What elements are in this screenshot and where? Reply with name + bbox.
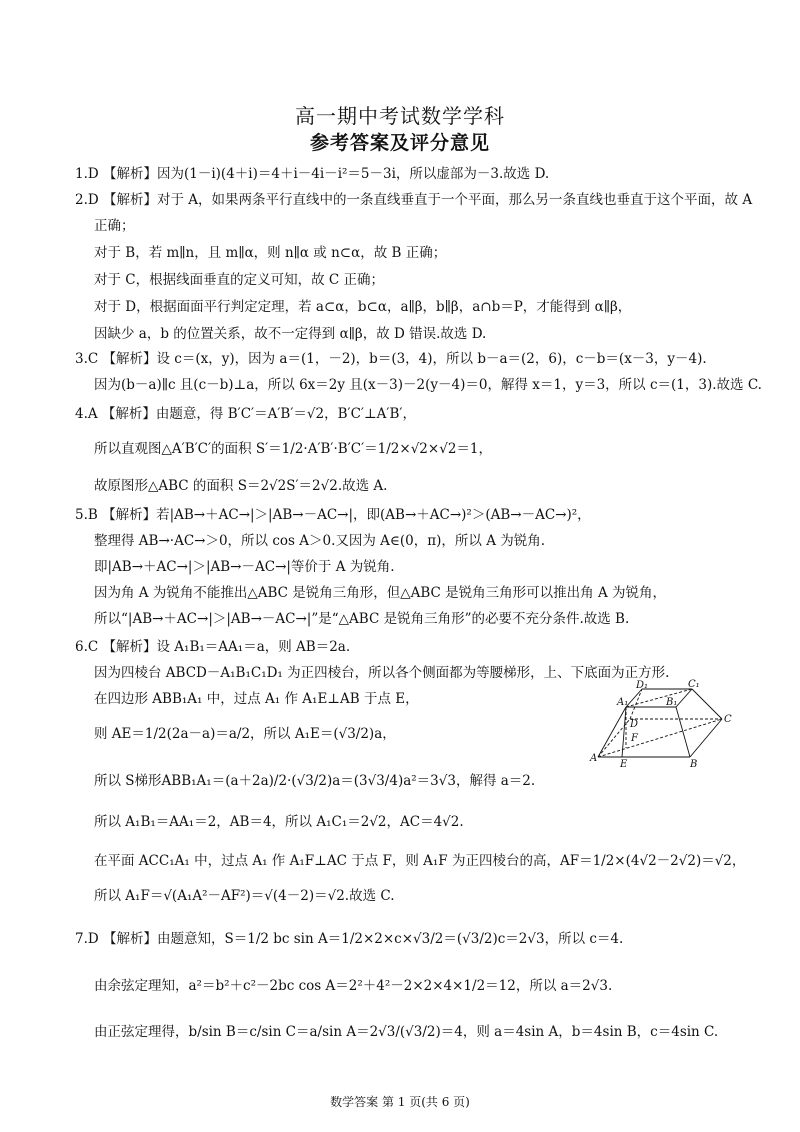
answer-line: 由余弦定理知，a²＝b²＋c²－2bc cos A＝2²＋4²－2×2×4×1/2＝12，所以 a＝2√3. — [94, 978, 613, 994]
answer-line: 故原图形△ABC 的面积 S＝2√2S′＝2√2.故选 A. — [94, 478, 388, 494]
answer-line: 所以直观图△A′B′C′的面积 S′＝1/2·A′B′·B′C′＝1/2×√2×√2＝1， — [94, 441, 492, 457]
answer-line: 因为四棱台 ABCD－A₁B₁C₁D₁ 为正四棱台，所以各个侧面都为等腰梯形，上、下底面为正方形. — [94, 665, 670, 681]
label-E: E — [620, 759, 628, 770]
label-C: C — [724, 714, 732, 725]
answer-line: 正确； — [94, 218, 135, 234]
answer-line: 4.A 【解析】由题意，得 B′C′＝A′B′＝√2，B′C′⊥A′B′， — [75, 406, 416, 422]
label-D: D — [630, 719, 639, 730]
answer-line: 所以 S梯形ABB₁A₁＝(a＋2a)/2·(√3/2)a＝(3√3/4)a²＝3√3，解得 a＝2. — [94, 773, 536, 789]
frustum-figure — [590, 679, 732, 770]
answer-line: 所以 A₁F＝√(A₁A²－AF²)＝√(4－2)＝√2.故选 C. — [94, 888, 395, 904]
edge-B1C1 — [676, 689, 692, 707]
answer-line: 由正弦定理得，b/sin B＝c/sin C＝a/sin A＝2√3/(√3/2)＝4，则 a＝4sin A，b＝4sin B，c＝4sin C. — [94, 1024, 719, 1040]
label-F: F — [631, 733, 638, 744]
answer-line: 则 AE＝1/2(2a－a)＝a/2，所以 A₁E＝(√3/2)a， — [94, 726, 396, 742]
answer-line: 对于 C，根据线面垂直的定义可知，故 C 正确； — [94, 272, 385, 288]
answer-line: 在平面 ACC₁A₁ 中，过点 A₁ 作 A₁F⊥AC 于点 F，则 A₁F 为正四棱台的高，AF＝1/2×(4√2－2√2)＝√2， — [94, 853, 746, 869]
answer-line: 所以“|AB→＋AC→|＞|AB→－AC→|”是“△ABC 是锐角三角形”的必要不充分条件.故选 B. — [94, 611, 630, 627]
answer-line: 2.D 【解析】对于 A，如果两条平行直线中的一条直线垂直于一个平面，那么另一条直线也垂直于这个平面，故 A — [75, 192, 753, 208]
answer-line: 因缺少 a，b 的位置关系，故不一定得到 α∥β，故 D 错误.故选 D. — [94, 326, 487, 342]
answer-line: 在四边形 ABB₁A₁ 中，过点 A₁ 作 A₁E⊥AB 于点 E， — [94, 691, 419, 707]
answer-line: 所以 A₁B₁＝AA₁＝2，AB＝4，所以 A₁C₁＝2√2，AC＝4√2. — [94, 814, 464, 830]
page-title: 高一期中考试数学学科 — [295, 104, 505, 128]
edge-AA1 — [598, 707, 626, 757]
answer-line: 1.D 【解析】因为(1－i)(4＋i)＝4＋i－4i－i²＝5－3i，所以虚部为－3.故选 D. — [75, 166, 550, 182]
label-A: A — [590, 753, 598, 764]
answer-line: 因为角 A 为锐角不能推出△ABC 是锐角三角形，但△ABC 是锐角三角形可以推出角 A 为锐角， — [94, 585, 667, 601]
answer-line: 对于 B，若 m∥n，且 m∥α，则 n∥α 或 n⊂α，故 B 正确； — [94, 245, 447, 261]
page-subtitle: 参考答案及评分意见 — [309, 132, 490, 154]
answer-line: 6.C 【解析】设 A₁B₁＝AA₁＝a，则 AB＝2a. — [75, 639, 351, 655]
answer-line: 7.D 【解析】由题意知，S＝1/2 bc sin A＝1/2×2×c×√3/2＝(√3/2)c＝2√3，所以 c＝4. — [75, 931, 624, 947]
label-B1: B₁ — [666, 697, 678, 708]
answer-line: 3.C 【解析】设 c＝(x，y)，因为 a＝(1，－2)，b＝(3，4)，所以 b－a＝(2，6)，c－b＝(x－3，y－4). — [75, 351, 707, 367]
diagonal-A1C1 — [626, 689, 692, 707]
edge-AD — [598, 719, 630, 757]
label-B: B — [690, 759, 698, 770]
edge-BC — [690, 719, 722, 757]
edge-A1D1 — [626, 689, 642, 707]
label-A1: A₁ — [617, 697, 629, 708]
label-C1: C₁ — [688, 679, 700, 690]
answer-line: 5.B 【解析】若|AB→＋AC→|＞|AB→－AC→|，即(AB→＋AC→)²＞(AB→－AC→)²， — [75, 507, 591, 523]
answer-line: 对于 D，根据面面平行判定定理，若 a⊂α，b⊂α，a∥β，b∥β，a∩b＝P，才能得到 α∥β， — [94, 299, 632, 315]
answer-line: 即|AB→＋AC→|＞|AB→－AC→|等价于 A 为锐角. — [94, 559, 395, 575]
edge-CC1 — [692, 689, 722, 719]
page-footer: 数学答案 第 1 页(共 6 页) — [330, 1095, 470, 1109]
edge-BB1 — [676, 707, 690, 757]
answer-line: 因为(b－a)∥c 且(c－b)⊥a，所以 6x＝2y 且(x－3)－2(y－4)＝0，解得 x＝1，y＝3，所以 c＝(1，3).故选 C. — [94, 377, 762, 393]
label-D1: D₁ — [636, 680, 649, 691]
answer-line: 整理得 AB→·AC→＞0，所以 cos A＞0.又因为 A∈(0，π)，所以 A 为锐角. — [94, 533, 546, 549]
